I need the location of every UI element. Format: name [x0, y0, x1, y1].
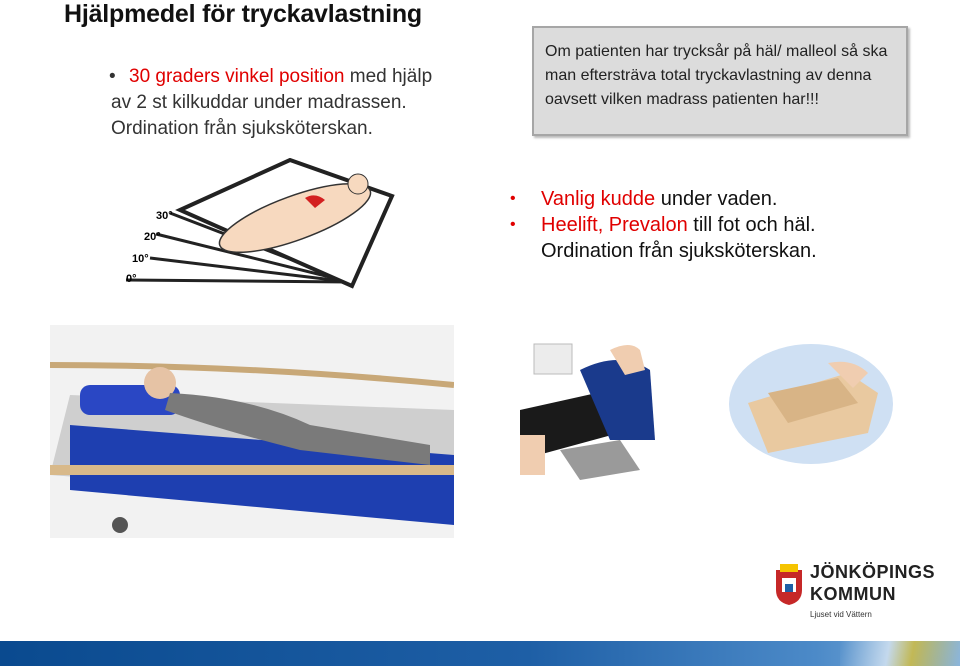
list-item	[510, 238, 817, 264]
text-segment: till fot och häl.	[687, 214, 816, 236]
bullet-marker: •	[510, 190, 516, 207]
bed-photo	[50, 325, 454, 538]
red-highlight: Heelift, Prevalon	[541, 214, 688, 236]
heel-lift-photo	[520, 330, 662, 480]
red-highlight: Vanlig kudde	[541, 188, 656, 210]
bullet-marker: •	[109, 66, 116, 87]
angle-label: 10°	[132, 253, 149, 265]
logo-line1: JÖNKÖPINGS	[810, 562, 936, 582]
page-title: Hjälpmedel för tryckavlastning	[64, 0, 423, 28]
footer-stripe	[840, 641, 960, 666]
logo-line2: KOMMUN	[810, 584, 896, 604]
bullet-marker: •	[510, 216, 516, 233]
angle-label: 30°	[156, 210, 173, 222]
list-item	[510, 212, 817, 238]
text-line: Ordination från sjuksköterskan.	[111, 118, 373, 139]
coat-of-arms-icon	[774, 560, 804, 606]
logo-tagline: Ljuset vid Vättern	[810, 610, 872, 619]
text-segment: med hjälp	[344, 66, 433, 87]
angle-position-illustration	[120, 158, 400, 290]
list-item	[510, 186, 817, 212]
text-line: av 2 st kilkuddar under madrassen.	[111, 92, 407, 113]
angle-label: 20°	[144, 231, 161, 243]
info-text: Om patienten har trycksår på häl/ malleol så ska man eftersträva total tryckavlastning av denna oavsett vilken madrass patienten har!!!	[545, 43, 888, 108]
text-line: Ordination från sjuksköterskan.	[541, 240, 817, 262]
left-bullet-text	[111, 64, 491, 142]
text-segment: under vaden.	[655, 188, 778, 210]
info-box	[532, 26, 908, 136]
prevalon-photo	[728, 343, 894, 465]
red-highlight: 30 graders vinkel position	[129, 66, 345, 87]
footer-bar	[0, 641, 960, 666]
angle-label: 0°	[126, 273, 137, 285]
right-bullet-list	[510, 186, 817, 264]
